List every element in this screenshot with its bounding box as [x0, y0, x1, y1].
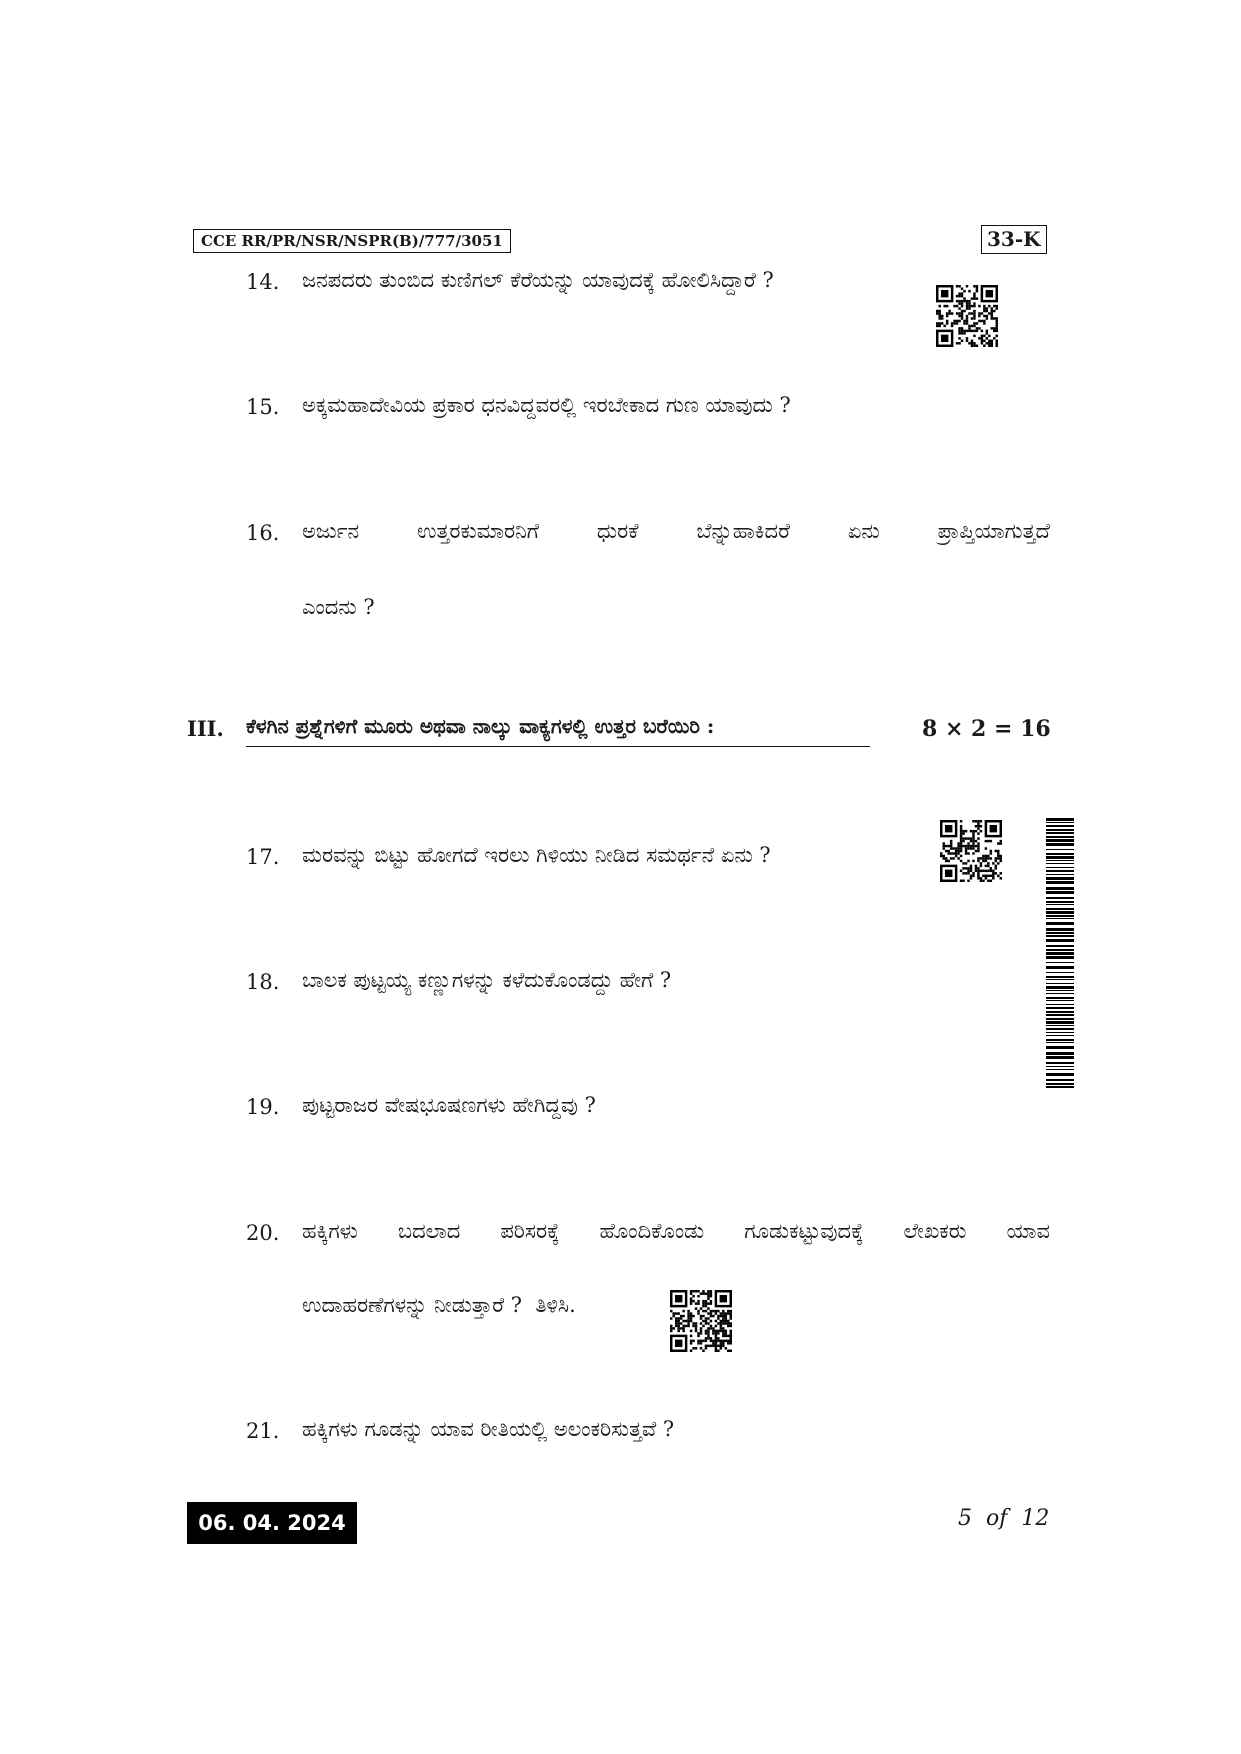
qr-code-icon	[936, 285, 998, 347]
question-text-line: ಅರ್ಜುನ ಉತ್ತರಕುಮಾರನಿಗೆ ಧುರಕೆ ಬೆನ್ನುಹಾಕಿದರೆ ಏನು ಪ್ರಾಪ್ತಿಯಾಗುತ್ತದೆ	[302, 519, 1050, 543]
question-number: 16.	[246, 521, 280, 545]
qr-code-icon	[670, 1290, 732, 1352]
subject-code-box: 33-K	[981, 225, 1047, 254]
barcode-icon	[1046, 818, 1074, 1090]
question-text: ಹಕ್ಕಿಗಳು ಗೂಡನ್ನು ಯಾವ ರೀತಿಯಲ್ಲಿ ಅಲಂಕರಿಸುತ್ತವೆ ?	[302, 1417, 675, 1441]
question-text: ಜನಪದರು ತುಂಬಿದ ಕುಣಿಗಲ್ ಕೆರೆಯನ್ನು ಯಾವುದಕ್ಕೆ ಹೋಲಿಸಿದ್ದಾರೆ ?	[302, 268, 774, 292]
question-text-line: ಹಕ್ಕಿಗಳು ಬದಲಾದ ಪರಿಸರಕ್ಕೆ ಹೊಂದಿಕೊಂಡು ಗೂಡುಕಟ್ಟುವುದಕ್ಕೆ ಲೇಖಕರು ಯಾವ	[302, 1219, 1050, 1243]
question-text-continuation: ಉದಾಹರಣೆಗಳನ್ನು ನೀಡುತ್ತಾರೆ ? ತಿಳಿಸಿ.	[302, 1293, 576, 1317]
exam-date: 06. 04. 2024	[187, 1502, 357, 1544]
question-number: 15.	[246, 395, 280, 419]
section-marks: 8 × 2 = 16	[922, 716, 1051, 742]
question-number: 18.	[246, 970, 280, 994]
question-text-continuation: ಎಂದನು ?	[302, 595, 375, 619]
question-text: ಪುಟ್ಟರಾಜರ ವೇಷಭೂಷಣಗಳು ಹೇಗಿದ್ದವು ?	[302, 1093, 596, 1117]
section-number: III.	[187, 716, 224, 741]
question-number: 21.	[246, 1419, 280, 1443]
question-text: ಅಕ್ಕಮಹಾದೇವಿಯ ಪ್ರಕಾರ ಧನವಿದ್ದವರಲ್ಲಿ ಇರಬೇಕಾದ ಗುಣ ಯಾವುದು ?	[302, 393, 791, 417]
exam-code-box: CCE RR/PR/NSR/NSPR(B)/777/3051	[193, 229, 511, 253]
question-number: 19.	[246, 1095, 280, 1119]
question-number: 14.	[246, 270, 280, 294]
question-text: ಮರವನ್ನು ಬಿಟ್ಟು ಹೋಗದೆ ಇರಲು ಗಿಳಿಯು ನೀಡಿದ ಸಮರ್ಥನೆ ಏನು ?	[302, 843, 771, 867]
question-number: 20.	[246, 1221, 280, 1245]
section-title: ಕೆಳಗಿನ ಪ್ರಶ್ನೆಗಳಿಗೆ ಮೂರು ಅಥವಾ ನಾಲ್ಕು ವಾಕ್ಯಗಳಲ್ಲಿ ಉತ್ತರ ಬರೆಯಿರಿ :	[246, 714, 870, 747]
qr-code-icon	[940, 820, 1002, 882]
question-number: 17.	[246, 845, 280, 869]
page-number: 5 of 12	[958, 1506, 1050, 1531]
question-text: ಬಾಲಕ ಪುಟ್ಟಯ್ಯ ಕಣ್ಣುಗಳನ್ನು ಕಳೆದುಕೊಂಡದ್ದು ಹೇಗೆ ?	[302, 968, 672, 992]
